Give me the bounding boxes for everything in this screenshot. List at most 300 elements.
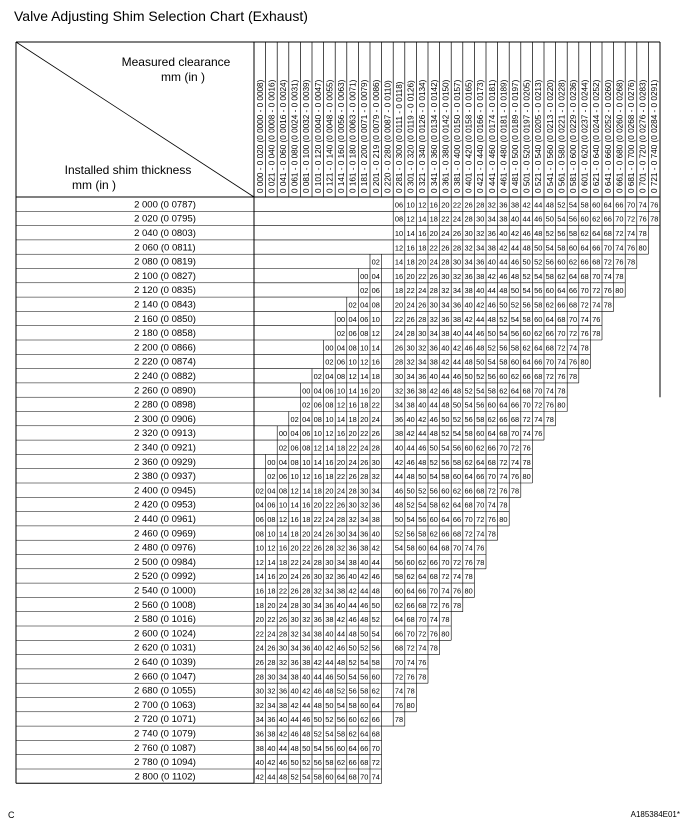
table-cell: 44 — [476, 314, 485, 324]
table-cell: 48 — [406, 472, 415, 482]
table-cell: 10 — [348, 357, 357, 367]
table-cell: 34 — [278, 672, 288, 682]
table-cell: 04 — [313, 386, 322, 396]
table-cell: 38 — [429, 357, 438, 367]
table-cell: 56 — [418, 514, 427, 524]
table-cell: 26 — [394, 343, 404, 353]
table-cell: 42 — [360, 572, 369, 582]
table-cell: 70 — [580, 286, 589, 296]
table-cell: 02 — [267, 472, 276, 482]
table-cell: 38 — [441, 329, 450, 339]
column-header: 0 641 - 0 660 (0 0252 - 0 0260) — [603, 79, 613, 193]
table-cell: 24 — [290, 572, 299, 582]
table-cell: 66 — [487, 443, 496, 453]
table-cell: 42 — [487, 271, 496, 281]
table-cell: 78 — [464, 572, 473, 582]
table-cell: 42 — [336, 615, 346, 625]
table-cell: 34 — [394, 400, 404, 410]
table-cell: 52 — [418, 486, 427, 496]
table-cell: 24 — [406, 300, 415, 310]
table-cell: 62 — [360, 715, 369, 725]
table-cell: 46 — [499, 271, 508, 281]
table-cell: 16 — [290, 514, 299, 524]
table-cell: 02 — [325, 357, 334, 367]
table-cell: 02 — [371, 257, 380, 267]
table-cell: 76 — [499, 486, 508, 496]
table-cell: 26 — [348, 472, 357, 482]
table-cell: 22 — [371, 400, 380, 410]
table-cell: 18 — [360, 400, 369, 410]
table-cell: 08 — [313, 414, 322, 424]
table-cell: 14 — [348, 386, 357, 396]
table-cell: 56 — [313, 758, 322, 768]
column-header: 0 121 - 0 140 (0 0048 - 0 0055) — [325, 79, 335, 193]
table-cell: 62 — [348, 729, 357, 739]
table-cell: 12 — [278, 514, 288, 524]
table-cell: 50 — [545, 214, 554, 224]
table-cell: 40 — [441, 343, 450, 353]
table-cell: 80 — [499, 514, 508, 524]
table-cell: 68 — [545, 343, 554, 353]
table-cell: 54 — [487, 357, 496, 367]
table-cell: 72 — [429, 600, 438, 610]
table-cell: 16 — [336, 429, 346, 439]
table-cell: 10 — [302, 457, 311, 467]
table-cell: 06 — [313, 400, 322, 410]
table-cell: 50 — [360, 629, 369, 639]
table-cell: 46 — [406, 457, 415, 467]
table-cell: 52 — [464, 386, 473, 396]
row-label: 2 320 (0 0913) — [134, 428, 196, 440]
table-cell: 26 — [313, 543, 322, 553]
table-cell: 22 — [394, 314, 404, 324]
table-cell: 08 — [267, 514, 276, 524]
table-cell: 52 — [406, 500, 415, 510]
table-cell: 58 — [325, 758, 334, 768]
table-cell: 26 — [429, 271, 438, 281]
row-label: 2 760 (0 1087) — [134, 742, 196, 754]
table-cell: 58 — [557, 243, 566, 253]
table-cell: 24 — [302, 557, 311, 567]
table-cell: 46 — [290, 729, 299, 739]
table-cell: 64 — [592, 228, 601, 238]
table-cell: 28 — [313, 557, 322, 567]
table-cell: 60 — [406, 557, 415, 567]
table-cell: 60 — [441, 486, 450, 496]
table-cell: 66 — [371, 715, 380, 725]
table-cell: 50 — [429, 443, 438, 453]
table-cell: 06 — [371, 286, 380, 296]
table-cell: 70 — [406, 629, 415, 639]
row-label: 2 780 (0 1094) — [134, 757, 196, 769]
table-cell: 40 — [487, 257, 496, 267]
table-cell: 80 — [441, 629, 450, 639]
table-cell: 64 — [545, 314, 554, 324]
row-label: 2 640 (0 1039) — [134, 656, 196, 668]
row-label: 2 080 (0 0819) — [134, 256, 196, 268]
table-cell: 62 — [464, 457, 473, 467]
table-cell: 44 — [313, 672, 322, 682]
table-cell: 42 — [464, 314, 473, 324]
table-cell: 58 — [394, 572, 404, 582]
table-cell: 58 — [522, 314, 531, 324]
table-cell: 58 — [418, 529, 427, 539]
table-cell: 44 — [278, 743, 288, 753]
table-cell: 78 — [650, 214, 659, 224]
table-cell: 22 — [441, 214, 450, 224]
column-header: 0 481 - 0 500 (0 0189 - 0 0197) — [511, 79, 520, 193]
table-cell: 16 — [325, 457, 334, 467]
table-cell: 48 — [325, 686, 334, 696]
table-cell: 48 — [394, 500, 404, 510]
table-cell: 22 — [336, 472, 346, 482]
row-label: 2 140 (0 0843) — [134, 299, 196, 311]
table-cell: 70 — [452, 543, 462, 553]
table-cell: 62 — [406, 572, 415, 582]
row-label: 2 420 (0 0953) — [134, 499, 196, 511]
row-label: 2 240 (0 0882) — [134, 370, 196, 382]
table-cell: 08 — [348, 343, 357, 353]
table-cell: 50 — [464, 371, 473, 381]
table-cell: 54 — [499, 329, 508, 339]
table-cell: 78 — [545, 414, 554, 424]
row-label: 2 480 (0 0976) — [134, 542, 196, 554]
table-cell: 64 — [371, 700, 380, 710]
table-cell: 48 — [534, 228, 543, 238]
table-cell: 76 — [429, 629, 438, 639]
table-cell: 62 — [418, 557, 427, 567]
table-cell: 68 — [464, 500, 473, 510]
table-cell: 14 — [302, 486, 311, 496]
table-cell: 46 — [452, 371, 462, 381]
table-cell: 68 — [406, 615, 415, 625]
table-cell: 02 — [360, 286, 369, 296]
table-cell: 76 — [510, 472, 520, 482]
table-cell: 50 — [336, 672, 346, 682]
table-cell: 64 — [406, 586, 415, 596]
row-label: 2 340 (0 0921) — [134, 442, 196, 454]
table-cell: 26 — [464, 200, 473, 210]
table-cell: 18 — [278, 557, 288, 567]
table-cell: 18 — [290, 529, 299, 539]
table-cell: 46 — [302, 715, 311, 725]
table-cell: 64 — [452, 500, 462, 510]
table-cell: 42 — [313, 657, 322, 667]
table-cell: 30 — [348, 500, 357, 510]
table-cell: 10 — [255, 543, 264, 553]
table-cell: 22 — [255, 629, 264, 639]
table-cell: 24 — [360, 443, 369, 453]
table-cell: 64 — [522, 357, 531, 367]
table-cell: 14 — [371, 343, 380, 353]
table-cell: 48 — [360, 615, 369, 625]
table-cell: 54 — [476, 386, 485, 396]
table-cell: 36 — [406, 386, 415, 396]
table-cell: 08 — [394, 214, 404, 224]
column-header: 0 581 - 0 600 (0 0229 - 0 0236) — [569, 79, 578, 193]
table-cell: 76 — [476, 543, 485, 553]
table-cell: 34 — [348, 529, 357, 539]
table-cell: 78 — [580, 343, 589, 353]
table-cell: 58 — [499, 357, 508, 367]
table-cell: 80 — [638, 243, 647, 253]
table-cell: 78 — [615, 271, 624, 281]
table-cell: 16 — [371, 357, 380, 367]
table-cell: 66 — [615, 200, 624, 210]
table-cell: 22 — [325, 500, 334, 510]
table-cell: 68 — [394, 643, 404, 653]
table-cell: 68 — [371, 729, 380, 739]
column-header: 0 721 - 0 740 (0 0284 - 0 0291) — [650, 79, 660, 193]
table-cell: 76 — [615, 257, 624, 267]
table-cell: 42 — [302, 686, 311, 696]
table-cell: 12 — [360, 357, 369, 367]
table-cell: 00 — [360, 271, 369, 281]
table-cell: 74 — [638, 200, 647, 210]
table-cell: 74 — [464, 543, 473, 553]
row-label: 2 100 (0 0827) — [134, 270, 196, 282]
table-cell: 54 — [568, 200, 578, 210]
table-cell: 60 — [534, 314, 543, 324]
table-cell: 62 — [534, 329, 543, 339]
table-cell: 16 — [348, 400, 357, 410]
table-cell: 74 — [371, 772, 380, 782]
table-cell: 54 — [534, 271, 543, 281]
table-cell: 44 — [429, 400, 438, 410]
column-header: 0 441 - 0 460 (0 0174 - 0 0181) — [487, 79, 497, 193]
table-cell: 48 — [336, 657, 346, 667]
table-cell: 34 — [464, 257, 473, 267]
table-cell: 42 — [441, 357, 450, 367]
table-cell: 02 — [336, 329, 346, 339]
table-cell: 54 — [452, 429, 462, 439]
table-cell: 70 — [534, 386, 543, 396]
table-cell: 42 — [452, 343, 462, 353]
table-cell: 76 — [464, 557, 473, 567]
table-cell: 74 — [545, 386, 554, 396]
column-header: 0 401 - 0 420 (0 0158 - 0 0165) — [464, 79, 474, 193]
table-cell: 56 — [510, 329, 520, 339]
table-cell: 22 — [360, 429, 369, 439]
table-cell: 10 — [290, 472, 299, 482]
table-cell: 30 — [267, 672, 276, 682]
table-cell: 28 — [325, 543, 334, 553]
table-cell: 68 — [499, 429, 508, 439]
table-cell: 54 — [429, 472, 438, 482]
table-cell: 40 — [360, 557, 369, 567]
table-cell: 28 — [360, 472, 369, 482]
table-cell: 20 — [371, 386, 380, 396]
column-header: 0 561 - 0 580 (0 0221 - 0 0228) — [557, 79, 567, 193]
table-cell: 26 — [290, 586, 299, 596]
table-cell: 42 — [429, 386, 438, 396]
table-cell: 66 — [534, 357, 543, 367]
table-cell: 80 — [615, 286, 624, 296]
table-cell: 08 — [360, 329, 369, 339]
table-cell: 68 — [441, 543, 450, 553]
table-cell: 28 — [255, 672, 264, 682]
table-cell: 48 — [371, 586, 380, 596]
table-cell: 38 — [371, 514, 380, 524]
row-label: 2 700 (0 1063) — [134, 699, 196, 711]
table-cell: 32 — [348, 514, 357, 524]
table-cell: 50 — [522, 257, 531, 267]
table-cell: 24 — [441, 228, 450, 238]
table-cell: 36 — [290, 657, 299, 667]
table-cell: 56 — [360, 672, 369, 682]
table-cell: 72 — [568, 329, 578, 339]
table-cell: 44 — [452, 357, 462, 367]
row-label: 2 460 (0 0969) — [134, 528, 196, 540]
column-header: 0 501 - 0 520 (0 0197 - 0 0205) — [522, 79, 532, 193]
table-cell: 70 — [545, 357, 554, 367]
column-header: 0 061 - 0 080 (0 0024 - 0 0031) — [290, 79, 300, 193]
table-cell: 62 — [499, 386, 508, 396]
table-cell: 76 — [603, 286, 612, 296]
row-label: 2 740 (0 1079) — [134, 728, 196, 740]
table-cell: 44 — [371, 557, 380, 567]
table-cell: 70 — [418, 615, 427, 625]
row-label: 2 020 (0 0795) — [134, 213, 196, 225]
table-cell: 54 — [557, 214, 566, 224]
table-cell: 46 — [487, 300, 496, 310]
column-header: 0 081 - 0 100 (0 0032 - 0 0039) — [302, 79, 312, 193]
table-cell: 40 — [464, 300, 473, 310]
table-cell: 66 — [592, 243, 601, 253]
table-cell: 34 — [429, 329, 438, 339]
table-cell: 52 — [441, 429, 450, 439]
table-cell: 04 — [302, 414, 311, 424]
table-cell: 44 — [348, 600, 357, 610]
table-cell: 24 — [348, 457, 357, 467]
table-cell: 56 — [406, 529, 415, 539]
table-cell: 62 — [452, 486, 462, 496]
table-cell: 74 — [557, 357, 566, 367]
table-cell: 54 — [394, 543, 404, 553]
table-cell: 06 — [278, 472, 288, 482]
table-cell: 38 — [464, 286, 473, 296]
table-cell: 54 — [371, 629, 380, 639]
table-cell: 24 — [429, 257, 438, 267]
row-label: 2 440 (0 0961) — [134, 513, 196, 525]
table-cell: 10 — [313, 429, 322, 439]
table-cell: 22 — [418, 271, 427, 281]
table-cell: 12 — [325, 429, 334, 439]
table-cell: 46 — [325, 672, 334, 682]
table-cell: 30 — [441, 271, 450, 281]
table-cell: 66 — [522, 371, 531, 381]
table-cell: 46 — [336, 643, 346, 653]
table-cell: 20 — [348, 429, 357, 439]
table-cell: 66 — [603, 214, 612, 224]
table-cell: 18 — [429, 214, 438, 224]
table-cell: 28 — [267, 657, 276, 667]
table-cell: 74 — [406, 657, 415, 667]
table-cell: 44 — [418, 429, 427, 439]
table-cell: 38 — [255, 743, 264, 753]
table-cell: 36 — [302, 643, 311, 653]
table-cell: 62 — [510, 371, 520, 381]
table-cell: 20 — [302, 529, 311, 539]
table-cell: 70 — [626, 200, 636, 210]
row-label: 2 540 (0 1000) — [134, 585, 196, 597]
table-cell: 12 — [406, 214, 415, 224]
row-label: 2 500 (0 0984) — [134, 556, 196, 568]
table-cell: 36 — [487, 228, 496, 238]
table-cell: 38 — [499, 214, 508, 224]
table-cell: 74 — [522, 429, 531, 439]
row-label: 2 600 (0 1024) — [134, 628, 196, 640]
table-cell: 06 — [325, 386, 334, 396]
column-header: 0 021 - 0 040 (0 0008 - 0 0016) — [267, 79, 277, 193]
table-cell: 10 — [278, 500, 288, 510]
table-cell: 26 — [278, 615, 288, 625]
table-cell: 18 — [267, 586, 276, 596]
table-cell: 74 — [510, 457, 520, 467]
table-cell: 52 — [360, 643, 369, 653]
table-cell: 54 — [302, 772, 311, 782]
table-cell: 20 — [394, 300, 404, 310]
table-cell: 32 — [464, 243, 473, 253]
table-cell: 56 — [394, 557, 404, 567]
table-cell: 76 — [580, 329, 589, 339]
table-cell: 24 — [255, 643, 264, 653]
table-cell: 64 — [510, 386, 520, 396]
table-cell: 26 — [452, 228, 462, 238]
table-cell: 32 — [255, 700, 264, 710]
table-cell: 30 — [325, 557, 334, 567]
table-cell: 30 — [360, 486, 369, 496]
table-cell: 48 — [487, 314, 496, 324]
table-cell: 28 — [429, 286, 438, 296]
table-cell: 08 — [278, 486, 288, 496]
table-cell: 60 — [371, 672, 380, 682]
table-cell: 60 — [394, 586, 404, 596]
table-cell: 72 — [626, 214, 636, 224]
table-cell: 14 — [336, 414, 346, 424]
table-cell: 18 — [348, 414, 357, 424]
table-cell: 14 — [406, 228, 415, 238]
column-header: 0 601 - 0 620 (0 0237 - 0 0244) — [580, 79, 590, 193]
table-cell: 48 — [464, 357, 473, 367]
table-cell: 16 — [360, 386, 369, 396]
table-cell: 76 — [441, 600, 450, 610]
table-cell: 32 — [267, 686, 276, 696]
table-cell: 38 — [394, 429, 404, 439]
table-cell: 60 — [545, 286, 554, 296]
table-cell: 10 — [394, 228, 404, 238]
table-cell: 36 — [336, 572, 346, 582]
table-cell: 20 — [255, 615, 264, 625]
table-cell: 44 — [522, 214, 531, 224]
table-cell: 28 — [371, 443, 380, 453]
table-cell: 40 — [325, 629, 334, 639]
table-cell: 64 — [603, 200, 612, 210]
table-cell: 76 — [534, 429, 543, 439]
table-cell: 18 — [336, 443, 346, 453]
table-cell: 28 — [476, 200, 485, 210]
column-header: 0 681 - 0 700 (0 0268 - 0 0276) — [627, 79, 636, 193]
table-cell: 64 — [534, 343, 543, 353]
table-cell: 50 — [534, 243, 543, 253]
table-cell: 74 — [441, 586, 450, 596]
table-cell: 64 — [394, 615, 404, 625]
column-header: 0 101 - 0 120 (0 0040 - 0 0047) — [313, 79, 323, 193]
table-cell: 26 — [441, 243, 450, 253]
table-cell: 76 — [522, 443, 531, 453]
table-cell: 60 — [522, 329, 531, 339]
table-cell: 56 — [476, 400, 485, 410]
